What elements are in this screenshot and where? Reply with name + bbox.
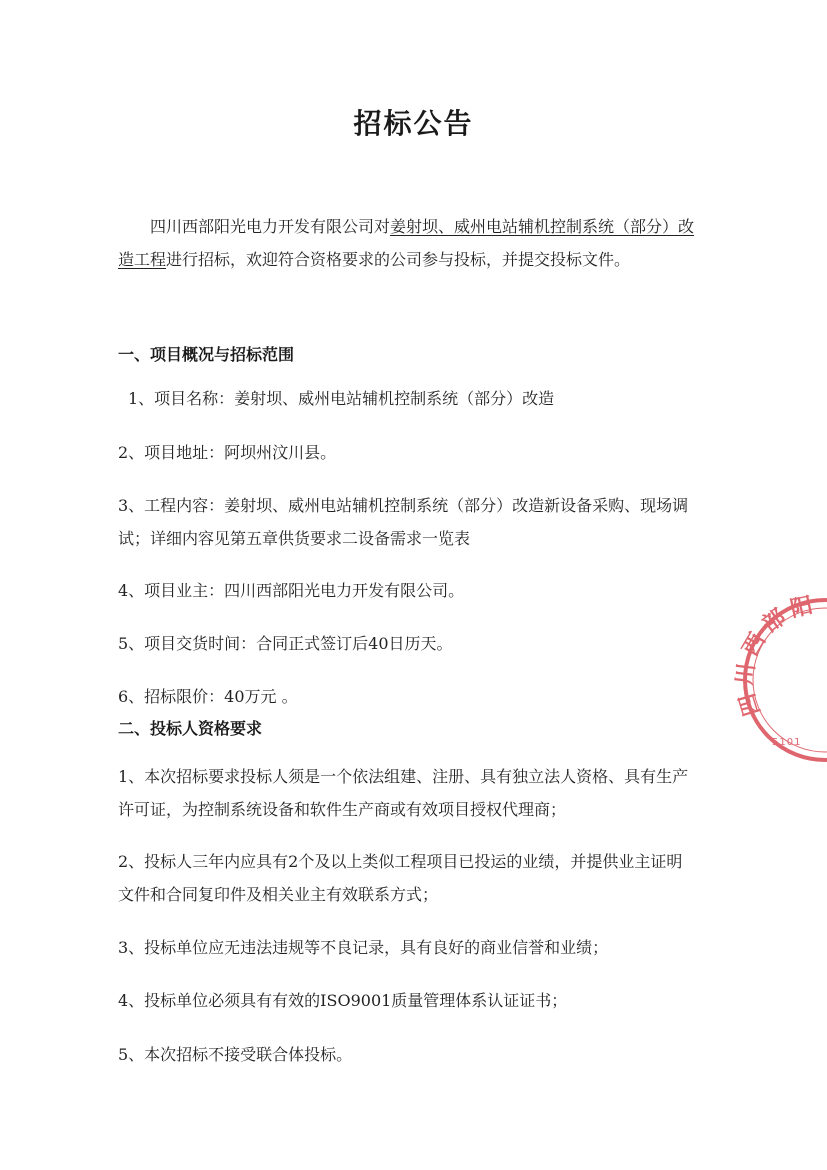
section1-item: 4、项目业主：四川西部阳光电力开发有限公司。 xyxy=(118,581,465,600)
section2-item: 1、本次招标要求投标人须是一个依法组建、注册、具有独立法人资格、具有生产许可证，为控制系统设备和软件生产商或有效项目授权代理商； xyxy=(118,767,689,819)
intro-text-after: 进行招标，欢迎符合资格要求的公司参与投标，并提交投标文件。 xyxy=(166,250,631,269)
section1-item: 6、招标限价：40万元 。 xyxy=(118,687,298,706)
section2-item: 4、投标单位必须具有有效的ISO9001质量管理体系认证证书； xyxy=(118,991,568,1010)
section1-item: 2、项目地址：阿坝州汶川县。 xyxy=(118,443,337,462)
section1-item: 5、项目交货时间：合同正式签订后40日历天。 xyxy=(118,634,453,653)
intro-paragraph xyxy=(118,210,698,276)
section2-item: 2、投标人三年内应具有2个及以上类似工程项目已投运的业绩，并提供业主证明文件和合同复印件及相关业主有效联系方式； xyxy=(118,852,683,904)
company-seal xyxy=(725,575,827,765)
intro-text-before: 四川西部阳光电力开发有限公司对 xyxy=(150,217,391,236)
svg-text:四川西部阳光 xyxy=(726,575,821,719)
section2-item: 3、投标单位应无违法违规等不良记录，具有良好的商业信誉和业绩； xyxy=(118,938,609,957)
section2-heading: 二、投标人资格要求 xyxy=(118,719,263,738)
document-title: 招标公告 xyxy=(353,107,474,140)
intro-project-name: 姜射坝、威州电站辅机控制系统（部分）改造工程 xyxy=(118,217,695,269)
section1-item: 3、工程内容：姜射坝、威州电站辅机控制系统（部分）改造新设备采购、现场调试；详细内容见第五章供货要求二设备需求一览表 xyxy=(118,496,689,548)
section1-heading: 一、项目概况与招标范围 xyxy=(118,345,295,364)
seal-code: 5101 xyxy=(772,737,802,748)
seal-text: 四川西部阳光 xyxy=(725,575,821,719)
section2-item: 5、本次招标不接受联合体投标。 xyxy=(118,1045,353,1064)
section1-item: 1、项目名称：姜射坝、威州电站辅机控制系统（部分）改造 xyxy=(128,389,555,408)
